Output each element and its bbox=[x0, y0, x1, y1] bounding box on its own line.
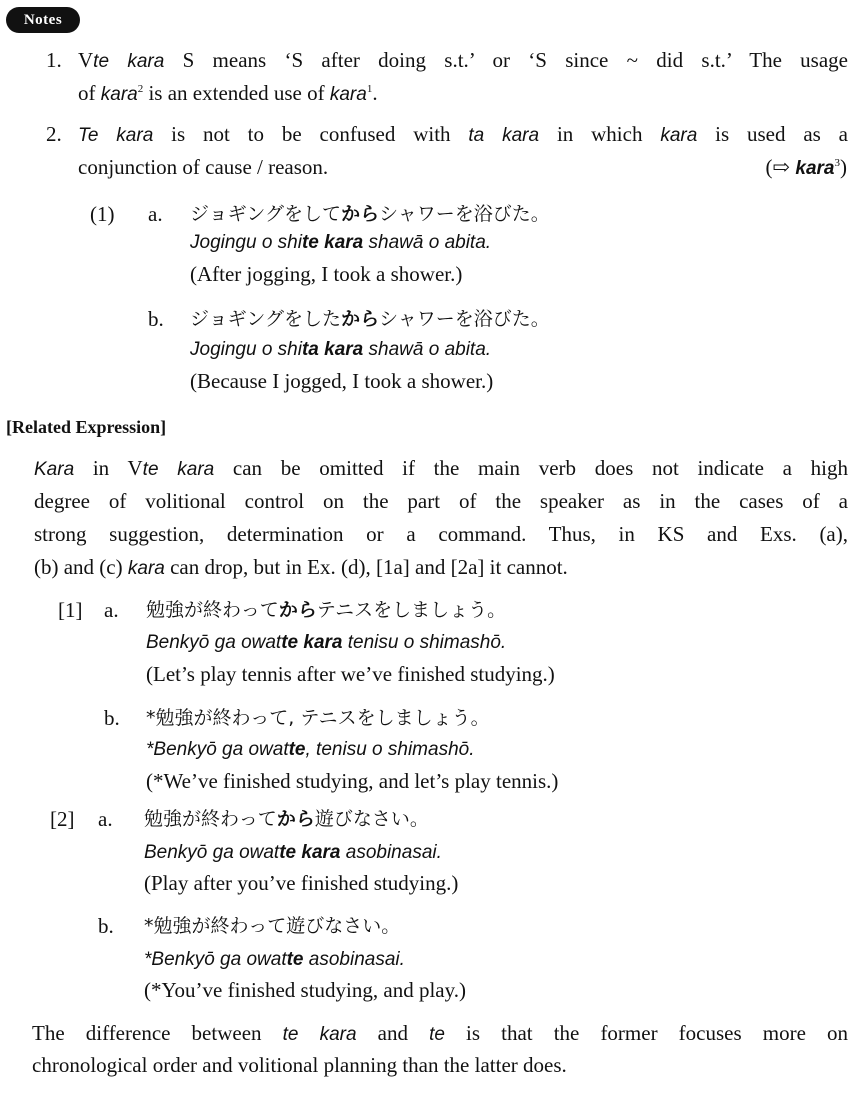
related-example-2a-romaji: Benkyō ga owatte kara asobinasai. bbox=[144, 842, 442, 863]
related-paragraph-line-4: (b) and (c) kara can drop, but in Ex. (d), [1a] and [2a] it cannot. bbox=[34, 555, 568, 579]
related-example-1b-romaji: *Benkyō ga owatte, tenisu o shimashō. bbox=[146, 739, 475, 760]
related-expression-heading: [Related Expression] bbox=[6, 417, 167, 437]
example-1a-japanese: ジョギングをしてからシャワーを浴びた。 bbox=[190, 203, 550, 225]
example-1a-letter: a. bbox=[148, 202, 163, 226]
example-1a-romaji: Jogingu o shite kara shawā o abita. bbox=[190, 232, 492, 253]
example-1b-letter: b. bbox=[148, 307, 164, 331]
related-example-2b-japanese: *勉強が終わって遊びなさい。 bbox=[144, 915, 401, 937]
related-example-2a-translation: (Play after you’ve finished studying.) bbox=[144, 871, 459, 895]
related-example-1b-translation: (*We’ve finished studying, and let’s play tennis.) bbox=[146, 769, 559, 793]
related-example-2b-romaji: *Benkyō ga owatte asobinasai. bbox=[144, 949, 405, 970]
related-example-1b-letter: b. bbox=[104, 706, 120, 730]
related-paragraph-line-3: strong suggestion, determination or a command. Thus, in KS and Exs. (a), bbox=[34, 522, 848, 546]
notes-badge: Notes bbox=[6, 7, 80, 33]
note-2-number: 2. bbox=[46, 122, 62, 146]
related-example-2-label: [2] bbox=[50, 807, 75, 831]
example-1-label: (1) bbox=[90, 202, 115, 226]
example-1a-translation: (After jogging, I took a shower.) bbox=[190, 262, 463, 286]
note-1-line-1: Vte kara S means ‘S after doing s.t.’ or ‘S since ~ did s.t.’ The usage bbox=[78, 48, 848, 72]
related-paragraph-line-2: degree of volitional control on the part of the speaker as in the cases of a bbox=[34, 489, 848, 513]
related-example-1a-translation: (Let’s play tennis after we’ve finished studying.) bbox=[146, 662, 555, 686]
example-1b-japanese: ジョギングをしたからシャワーを浴びた。 bbox=[190, 308, 550, 330]
related-example-2a-japanese: 勉強が終わってから遊びなさい。 bbox=[144, 808, 429, 830]
related-example-2a-letter: a. bbox=[98, 807, 113, 831]
cross-reference-kara-3: (⇨ kara$^3$) bbox=[765, 155, 847, 179]
related-example-1a-romaji: Benkyō ga owatte kara tenisu o shimashō. bbox=[146, 632, 507, 653]
related-example-2b-letter: b. bbox=[98, 914, 114, 938]
related-example-1-label: [1] bbox=[58, 598, 83, 622]
related-example-2b-translation: (*You’ve finished studying, and play.) bbox=[144, 978, 466, 1002]
note-2-line-1: Te kara is not to be confused with ta kara in which kara is used as a bbox=[78, 122, 849, 146]
closing-paragraph-line-2: chronological order and volitional planning than the latter does. bbox=[32, 1053, 567, 1077]
related-example-1b-japanese: *勉強が終わって, テニスをしましょう。 bbox=[146, 707, 490, 729]
example-1b-translation: (Because I jogged, I took a shower.) bbox=[190, 369, 494, 393]
related-example-1a-letter: a. bbox=[104, 598, 119, 622]
note-2-line-2: conjunction of cause / reason. bbox=[78, 155, 329, 179]
example-1b-romaji: Jogingu o shita kara shawā o abita. bbox=[190, 339, 492, 360]
related-example-1a-japanese: 勉強が終わってからテニスをしましょう。 bbox=[146, 599, 507, 621]
closing-paragraph-line-1: The difference between te kara and te is that the former focuses more on bbox=[32, 1021, 848, 1045]
related-paragraph-line-1: Kara in Vte kara can be omitted if the main verb does not indicate a high bbox=[34, 456, 849, 480]
note-1-line-2: of kara$^2$ is an extended use of kara$^1$. bbox=[78, 81, 378, 105]
note-1-number: 1. bbox=[46, 48, 62, 72]
